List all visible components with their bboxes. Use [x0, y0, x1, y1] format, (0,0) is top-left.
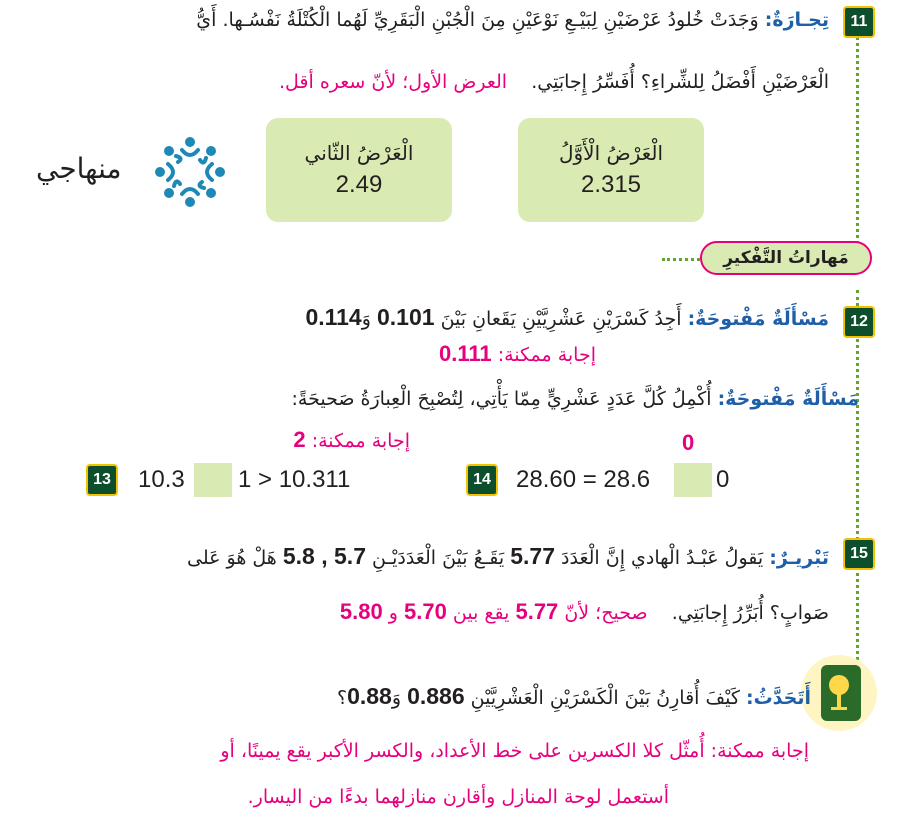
q13-left-number: 10.3 — [138, 466, 185, 493]
q15-answer-b: يقع بين — [452, 602, 510, 624]
margin-guide-top — [856, 30, 859, 270]
q11-answer: العرض الأول؛ لأنّ سعره أقل. — [278, 71, 508, 93]
q15-text-c: هَلْ هُوَ عَلى — [187, 547, 277, 569]
open-problem-text: أُكْمِلُ كُلَّ عَدَدٍ عَشْرِيٍّ مِمّا يَأْتِي، لِتُصْبِحَ الْعِبارَةُ صَحيحَةً: — [291, 388, 712, 410]
q12-and: وَ — [361, 308, 371, 330]
offer-card-2 — [266, 118, 452, 222]
open-problem-label: مَسْأَلَةٌ مَفْتوحَةٌ: — [717, 388, 859, 410]
talk-badge — [801, 655, 877, 731]
q12-answer-label: إجابة ممكنة: — [497, 344, 596, 366]
q12-answer — [296, 340, 596, 369]
q13-answer-value: 2 — [293, 427, 306, 452]
q12-label: مَسْأَلَةٌ مَفْتوحَةٌ: — [687, 308, 829, 330]
q13-answer-label: إجابة ممكنة: — [311, 430, 410, 452]
q11-line1 — [9, 6, 829, 34]
thinking-skills-banner: مَهاراتُ التَّفْكيرِ — [700, 241, 872, 275]
q12-text: أَجِدُ كَسْرَيْنِ عَشْرِيَّيْنِ يَقَعانِ بَيْنَ — [440, 308, 682, 330]
q15-value: 5.77 — [510, 543, 555, 569]
logo — [36, 130, 232, 214]
talk-text: كَيْفَ أُقارِنُ بَيْنَ الْكَسْرَيْنِ الْعَشْرِيَّيْنِ — [470, 687, 740, 709]
q13-answer — [210, 426, 410, 455]
open-problem-line — [159, 385, 859, 413]
talk-label: أَتَحَدَّثُ: — [745, 687, 811, 709]
q15-answer-v2: 5.70 — [404, 599, 447, 624]
q11-line2 — [9, 68, 829, 96]
q13-right-expression: 1 > 10.311 — [238, 466, 351, 493]
q13-blank-box — [194, 463, 232, 497]
q15-answer-v1: 5.77 — [515, 599, 559, 624]
q11-label: تِجـارَةٌ: — [764, 9, 829, 31]
talk-qmark: ؟ — [336, 687, 348, 709]
q14-blank-box — [674, 463, 712, 497]
offer-1-price: 2.315 — [580, 171, 642, 198]
offer-2-title: الْعَرْضُ الثّاني — [304, 141, 414, 165]
q15-line2 — [0, 598, 829, 627]
q15-between: 5.7 , 5.8 — [282, 543, 366, 569]
logo-text: منهاجي — [36, 152, 122, 185]
q14-right-digit: 0 — [716, 466, 730, 493]
microphone-icon — [801, 655, 877, 731]
margin-guide-bottom — [856, 290, 859, 660]
q12-answer-value: 0.111 — [439, 341, 492, 366]
question-number-badge: 15 — [843, 538, 875, 570]
q15-text-2: صَوابٍ؟ أُبَرِّرُ إِجابَتِي. — [671, 602, 829, 624]
talk-and: وَ — [391, 687, 402, 709]
offer-card-1 — [518, 118, 704, 222]
q12-line — [129, 303, 829, 333]
question-number-badge: 12 — [843, 306, 875, 338]
q15-line1 — [0, 542, 829, 572]
talk-value-b: 0.88 — [347, 683, 392, 709]
dotted-connector — [662, 258, 700, 261]
q15-text-b: يَقَـعُ بَيْنَ الْعَدَدَيْـنِ — [372, 547, 505, 569]
talk-answer-line1: إجابة ممكنة: أُمثّل كلا الكسرين على خط الأعداد، والكسر الأكبر يقع يمينًا، أو — [220, 740, 809, 762]
offer-2-price: 2.49 — [335, 171, 383, 198]
q12-value-b: 0.114 — [305, 304, 362, 330]
q14-left-expression: 28.60 = 28.6 — [516, 466, 651, 493]
question-number-badge: 13 — [86, 464, 118, 496]
q15-answer-v3: 5.80 — [339, 599, 383, 624]
talk-line — [251, 682, 811, 712]
talk-answer-line2: أستعمل لوحة المنازل وأقارن منازلهما بدءًا من اليسار. — [247, 786, 669, 808]
offer-1-title: الْعَرْضُ الْأَوَّلُ — [558, 141, 664, 165]
q14-answer-value: 0 — [682, 430, 695, 455]
q11-text-1: وَجَدَتْ خُلودُ عَرْضَيْنِ لِبَيْـعِ نَوْعَيْنِ مِنَ الْجُبْنِ الْبَقَرِيِّ لَهُما الْكُتْلَةُ نَفْسُـها. أَيُّ — [196, 9, 759, 31]
logo-icon — [148, 130, 232, 214]
talk-value-a: 0.886 — [407, 683, 465, 709]
q15-text-a: يَقولُ عَبْـدُ الْهادي إِنَّ الْعَدَدَ — [561, 547, 764, 569]
question-number-badge: 11 — [843, 6, 875, 38]
q11-text-2: الْعَرْضَيْنِ أَفْضَلُ لِلشِّراءِ؟ أُفَسِّرُ إِجابَتِي. — [531, 71, 829, 93]
q15-label: تَبْريـرٌ: — [769, 547, 829, 569]
question-number-badge: 14 — [466, 464, 498, 496]
q15-answer-a: صحيح؛ لأنّ — [564, 602, 648, 624]
q15-answer-c: و — [388, 602, 398, 624]
q12-value-a: 0.101 — [376, 304, 435, 330]
